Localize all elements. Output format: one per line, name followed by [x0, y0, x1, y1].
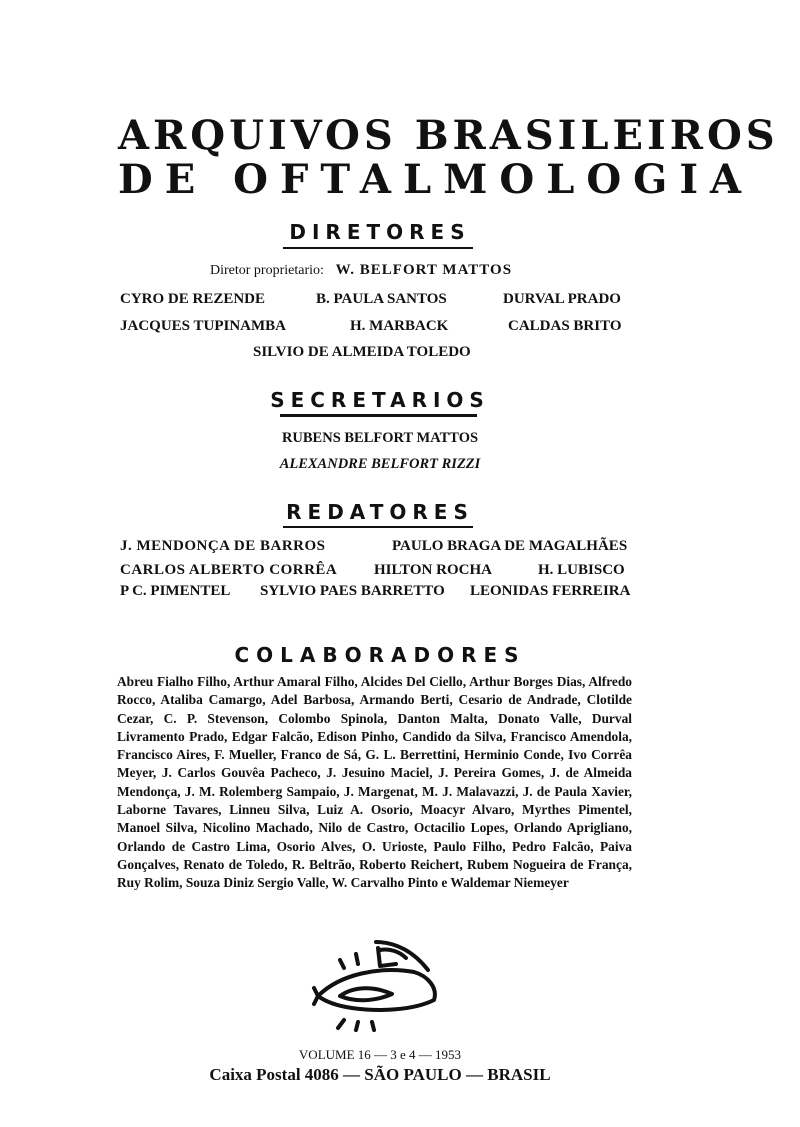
secretarios-heading: SECRETARIOS [270, 388, 490, 412]
proprietor-label: Diretor proprietario: [210, 263, 324, 278]
secretario-name: ALEXANDRE BELFORT RIZZI [279, 456, 481, 472]
eye-fish-logo-icon [310, 938, 442, 1032]
proprietor-line [210, 262, 512, 279]
redator-name: PAULO BRAGA DE MAGALHÃES [392, 538, 628, 554]
colaboradores-list: Abreu Fialho Filho, Arthur Amaral Filho, Alcides Del Ciello, Arthur Borges Dias, Alfredo Rocco, Ataliba Camargo, Adel Barbosa, Armando Berti, Cesario de Andrade, Clotilde Cezar, C. P. Stevenson, Colombo Spinola, Danton Malta, Donato Valle, Durval Livramento Prado, Edgar Falcão, Edison Pinho, Candido da Silva, Francisco Amendola, Francisco Aires, F. Mueller, Franco de Sá, G. L. Berrettini, Herminio Conde, Ivo Corrêa Meyer, J. Carlos Gouvêa Pacheco, J. Jesuino Maciel, J. Pereira Gomes, J. de Almeida Mendonça, J. M. Rolemberg Sampaio, J. Margenat, M. J. Malavazzi, J. de Paula Xavier, Laborne Tavares, Linneu Silva, Luiz A. Osorio, Moacyr Alvaro, Myrthes Pimentel, Manoel Silva, Nicolino Machado, Nilo de Castro, Octacilio Lopes, Orlando Aprigliano, Orlando de Castro Lima, Osorio Alves, O. Urioste, Paulo Filho, Pedro Falcão, Paiva Gonçalves, Renato de Toledo, R. Beltrão, Roberto Reichert, Rubem Nogueira de França, Ruy Rolim, Souza Diniz Sergio Valle, W. Carvalho Pinto e Waldemar Niemeyer [117, 674, 632, 891]
diretor-name: H. MARBACK [350, 318, 449, 334]
colaboradores-heading: COLABORADORES [234, 643, 526, 667]
volume-line: VOLUME 16 — 3 e 4 — 1953 [298, 1047, 462, 1062]
journal-title-line-2: DE OFTALMOLOGIA [118, 156, 754, 203]
redator-name: H. LUBISCO [538, 562, 625, 578]
redator-name: CARLOS ALBERTO CORRÊA [120, 562, 338, 578]
redatores-heading: REDATORES [286, 500, 474, 524]
redator-name: LEONIDAS FERREIRA [470, 583, 631, 599]
redator-name: HILTON ROCHA [374, 562, 492, 578]
proprietor-name: W. BELFORT MATTOS [335, 262, 513, 278]
redator-name: P C. PIMENTEL [120, 583, 231, 599]
diretor-name: B. PAULA SANTOS [316, 291, 447, 307]
diretor-name: SILVIO DE ALMEIDA TOLEDO [253, 344, 471, 360]
diretores-rule [283, 247, 473, 249]
address-line: Caixa Postal 4086 — SÃO PAULO — BRASIL [209, 1065, 551, 1084]
secretario-name: RUBENS BELFORT MATTOS [281, 430, 479, 446]
diretor-name: DURVAL PRADO [503, 291, 621, 307]
journal-title-line-1: ARQUIVOS BRASILEIROS [118, 112, 779, 159]
redator-name: J. MENDONÇA DE BARROS [120, 538, 326, 554]
diretores-heading: DIRETORES [289, 220, 471, 244]
diretor-name: CYRO DE REZENDE [120, 291, 266, 307]
redatores-rule [283, 526, 473, 528]
diretor-name: JACQUES TUPINAMBA [120, 318, 286, 334]
redator-name: SYLVIO PAES BARRETTO [260, 583, 445, 599]
secretarios-rule [280, 414, 477, 417]
diretor-name: CALDAS BRITO [508, 318, 622, 334]
